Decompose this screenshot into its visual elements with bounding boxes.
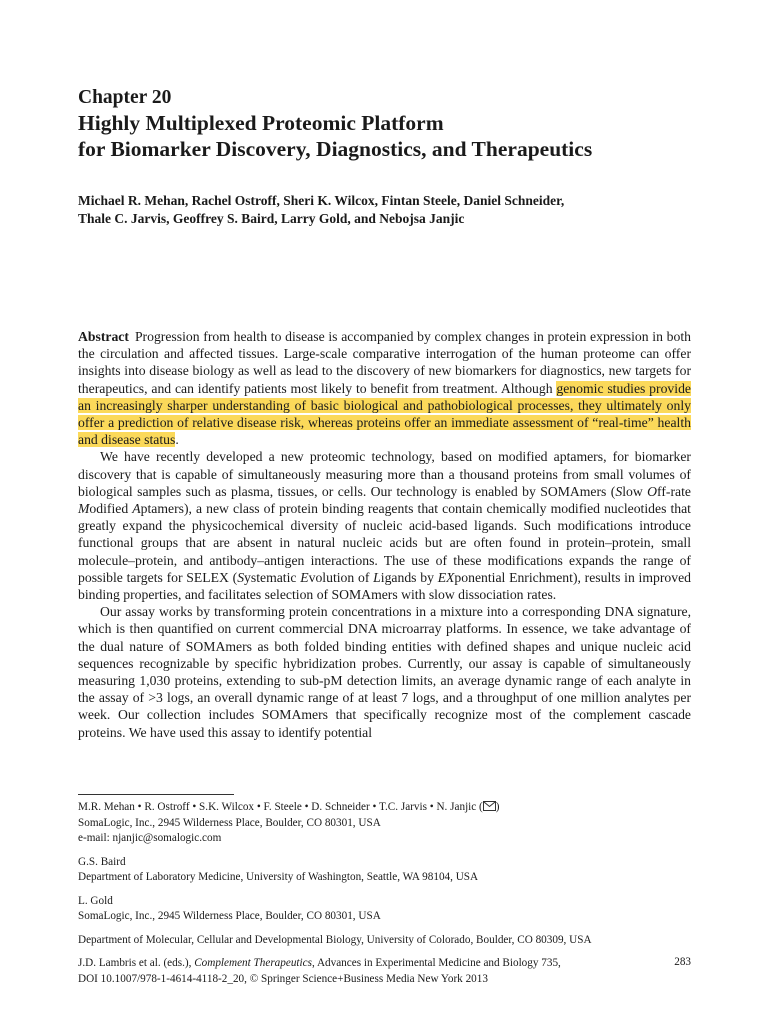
p2-italic-e: E [300,569,309,585]
authors-line-2: Thale C. Jarvis, Geoffrey S. Baird, Larry Gold, and Nebojsa Janjic [78,211,465,226]
abstract-paragraph [78,328,691,448]
p2-text-2: low [622,483,648,499]
p2-italic-o: O [647,483,658,499]
citation-book-title: Complement Therapeutics [194,957,312,969]
abstract-end: . [175,432,179,448]
p2-text-4: odified [89,501,133,517]
p2-text-1: We have recently developed a new proteomic technology, based on modified aptamers, for biomarker discovery that is capable of simultaneously measuring more than a thousand proteins from small volumes of biological samples such as plasma, tissues, or cells. Our technology is enabled by SOMAmers ( [78,449,691,499]
affil-1-email[interactable]: e-mail: njanjic@somalogic.com [78,832,222,844]
citation-series: , Advances in Experimental Medicine and Biology 735, [311,957,561,969]
p2-italic-ex: EX [437,569,455,585]
chapter-title [78,110,592,162]
p2-italic-s2: S [237,569,245,585]
paragraph-3: Our assay works by transforming protein concentrations in a mixture into a corresponding DNA signature, which is then quantified on current commercial DNA microarray platforms. In essence, we take advantage of the dual nature of SOMAmers as both folded binding entities with defined shapes and unique nucleic acid sequences recognizable by specific hybridization probes. Currently, our assay is capable of simultaneously measuring 1,030 proteins, extending to sub-pM detection limits, an average dynamic range of each analyte in the assay of >3 logs, an overall dynamic range of at least 7 logs, and a throughput of one million analytes per week. Our collection includes SOMAmers that specifically recognize most of the complement cascade proteins. We have used this assay to identify potential [78,604,691,740]
p2-text-5: ptamers), a new class of protein binding reagents that contain chemically modified nucleotides that greatly expand the physicochemical diversity of nucleic acid-based ligands. Such modifications introduce functional groups that are absent in natural nucleic acids but are often found in protein–protein, small molecule–protein, and antibody–antigen interactions. The use of these modifications expands the range of possible targets for SELEX ( [78,501,691,585]
p2-text-7: volution of [308,569,374,585]
p2-text-3: ff-rate [657,483,691,499]
title-line-1: Highly Multiplexed Proteomic Platform [78,111,444,135]
p2-italic-a: A [132,501,141,517]
affil-1-names-text: M.R. Mehan • R. Ostroff • S.K. Wilcox • F. Steele • D. Schneider • T.C. Jarvis • N. Janjic ( [78,801,483,813]
affil-1-names [78,800,691,816]
body-text [78,328,691,741]
page-number: 283 [674,956,691,968]
p2-text-9: ponential Enrichment), results in improved binding properties, and facilitates selection of SOMAmers with slow dissociation rates. [78,569,692,603]
doi-line: DOI 10.1007/978-1-4614-4118-2_20, © Springer Science+Business Media New York 2013 [78,972,488,985]
citation-footer [78,956,691,987]
envelope-icon [483,801,496,811]
highlighted-text: genomic studies provide an increasingly sharper understanding of basic biological and pathobiological processes, they ultimately only offer a prediction of relative disease risk, whereas proteins offer an immediate assessment of “real-time” health and disease status [78,380,691,448]
title-line-2: for Biomarker Discovery, Diagnostics, and Therapeutics [78,137,593,161]
p2-italic-s: S [615,483,623,499]
affil-3-address: SomaLogic, Inc., 2945 Wilderness Place, Boulder, CO 80301, USA [78,910,381,922]
paragraph-2 [78,448,691,603]
authors-line-1: Michael R. Mehan, Rachel Ostroff, Sheri K. Wilcox, Fintan Steele, Daniel Schneider, [78,193,565,208]
affil-1-names-end: ) [495,801,500,813]
affiliations [78,800,691,948]
p2-italic-m: M [78,501,90,517]
p2-italic-l: L [373,569,381,585]
author-list [78,192,564,228]
chapter-label: Chapter 20 [78,87,172,108]
affil-3-address-2: Department of Molecular, Cellular and Developmental Biology, University of Colorado, Boulder, CO 80309, USA [78,933,592,946]
affil-2-address: Department of Laboratory Medicine, University of Washington, Seattle, WA 98104, USA [78,871,479,883]
abstract-label: Abstract [78,329,129,344]
p2-text-6: ystematic [244,569,301,585]
affil-1-address: SomaLogic, Inc., 2945 Wilderness Place, Boulder, CO 80301, USA [78,816,381,829]
footnote-rule [78,794,234,795]
affil-2-name: G.S. Baird [78,855,126,868]
affil-3-name: L. Gold [78,894,113,907]
p2-text-8: igands by [380,569,438,585]
citation-editors: J.D. Lambris et al. (eds.), [78,957,195,969]
abstract-text: Progression from health to disease is accompanied by complex changes in protein expression in both the circulation and affected tissues. Large-scale comparative interrogation of the human proteome can offer insights into disease biology as well as lead to the discovery of new biomarkers for diagnostics, new targets for therapeutics, and can identify patients most likely to benefit from treatment. Although [78,329,691,396]
citation-line [78,956,691,972]
